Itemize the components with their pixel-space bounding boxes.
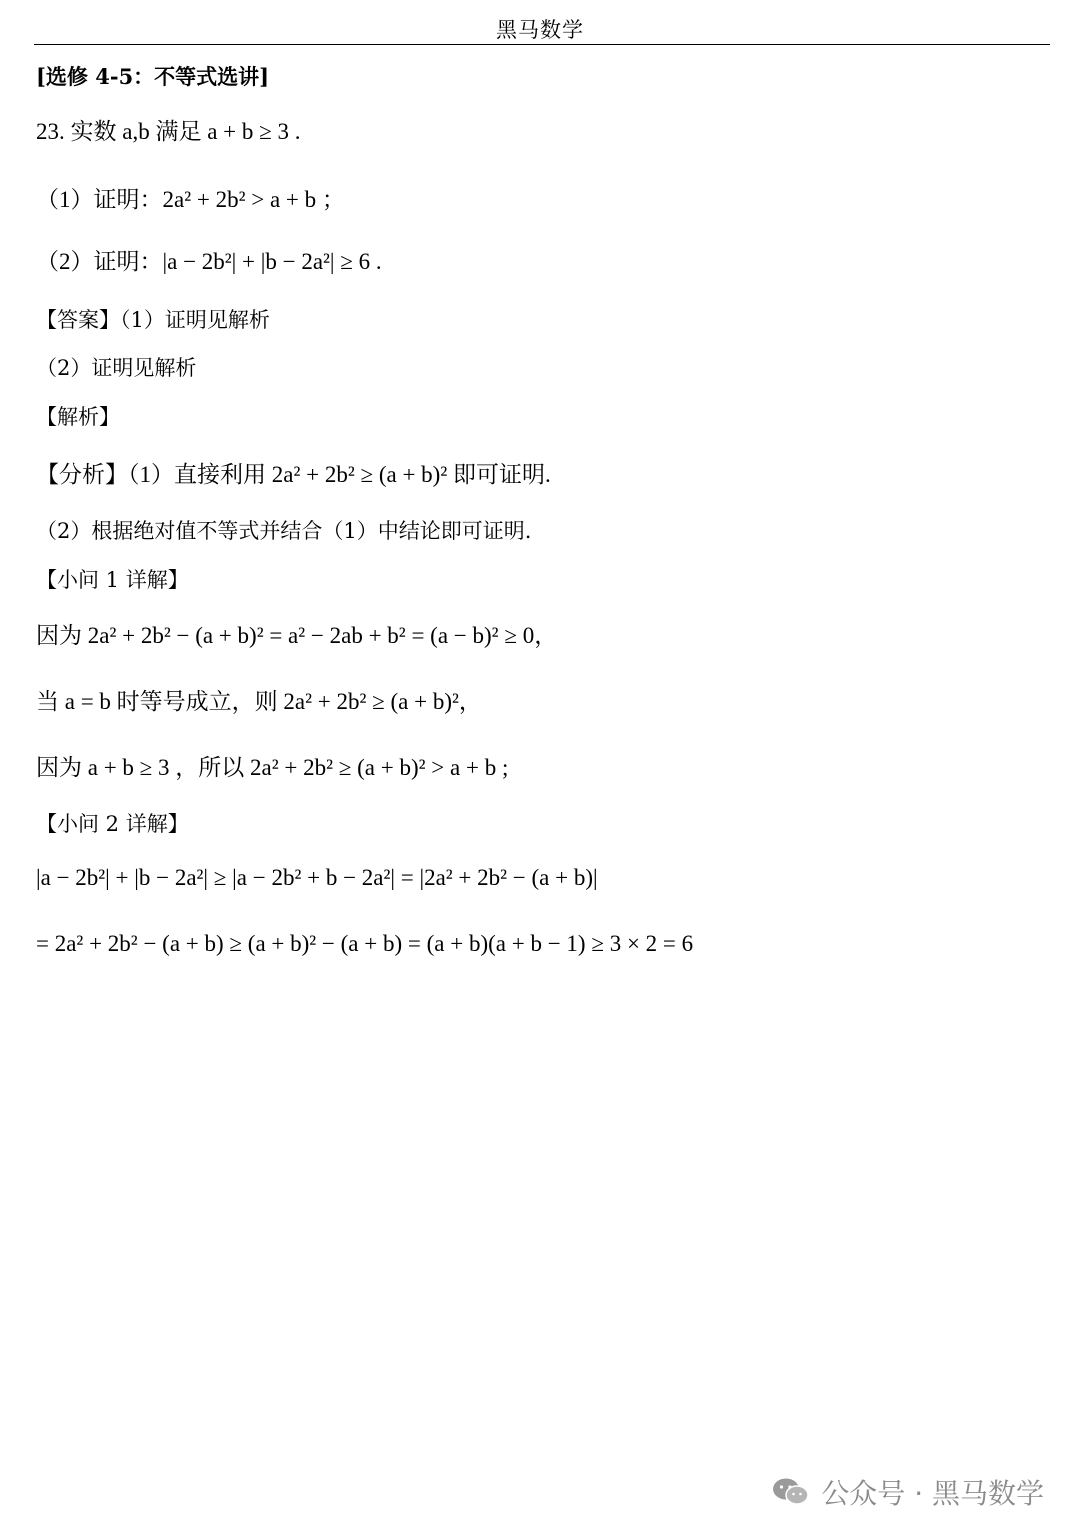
header-divider <box>34 44 1050 45</box>
detail-1-line-3: 因为 a + b ≥ 3 ，所以 2a² + 2b² ≥ (a + b)² > a + b ; <box>36 755 509 780</box>
problem-stem: 23. 实数 a,b 满足 a + b ≥ 3 . <box>36 119 301 144</box>
analysis-line-2: （2）根据绝对值不等式并结合（1）中结论即可证明. <box>36 519 532 543</box>
detail-2-line-1: |a − 2b²| + |b − 2a²| ≥ |a − 2b² + b − 2a²| = |2a² + 2b² − (a + b)| <box>36 865 598 890</box>
section-title: [选修 4-5：不等式选讲] <box>36 64 270 89</box>
answer-line-1: 【答案】（1）证明见解析 <box>36 308 270 332</box>
problem-part-1: （1）证明：2a² + 2b² > a + b ； <box>36 187 345 212</box>
detail-2-heading: 【小问 2 详解】 <box>36 812 189 836</box>
answer-line-2: （2）证明见解析 <box>36 356 197 380</box>
analysis-line-1: 【分析】（1）直接利用 2a² + 2b² ≥ (a + b)² 即可证明. <box>36 462 551 487</box>
wechat-icon <box>771 1476 811 1508</box>
problem-part-2: （2）证明：|a − 2b²| + |b − 2a²| ≥ 6 . <box>36 249 382 274</box>
detail-1-line-2: 当 a = b 时等号成立，则 2a² + 2b² ≥ (a + b)²， <box>36 689 482 714</box>
watermark <box>771 1472 1044 1512</box>
watermark-text: 公众号 · 黑马数学 <box>821 1477 1044 1510</box>
detail-1-line-1: 因为 2a² + 2b² − (a + b)² = a² − 2ab + b² = (a − b)² ≥ 0， <box>36 623 558 648</box>
detail-2-line-2: = 2a² + 2b² − (a + b) ≥ (a + b)² − (a + b) = (a + b)(a + b − 1) ≥ 3 × 2 = 6 <box>36 931 694 956</box>
page-header-title: 黑马数学 <box>496 18 584 42</box>
detail-1-heading: 【小问 1 详解】 <box>36 568 189 592</box>
analysis-heading: 【解析】 <box>36 405 120 429</box>
